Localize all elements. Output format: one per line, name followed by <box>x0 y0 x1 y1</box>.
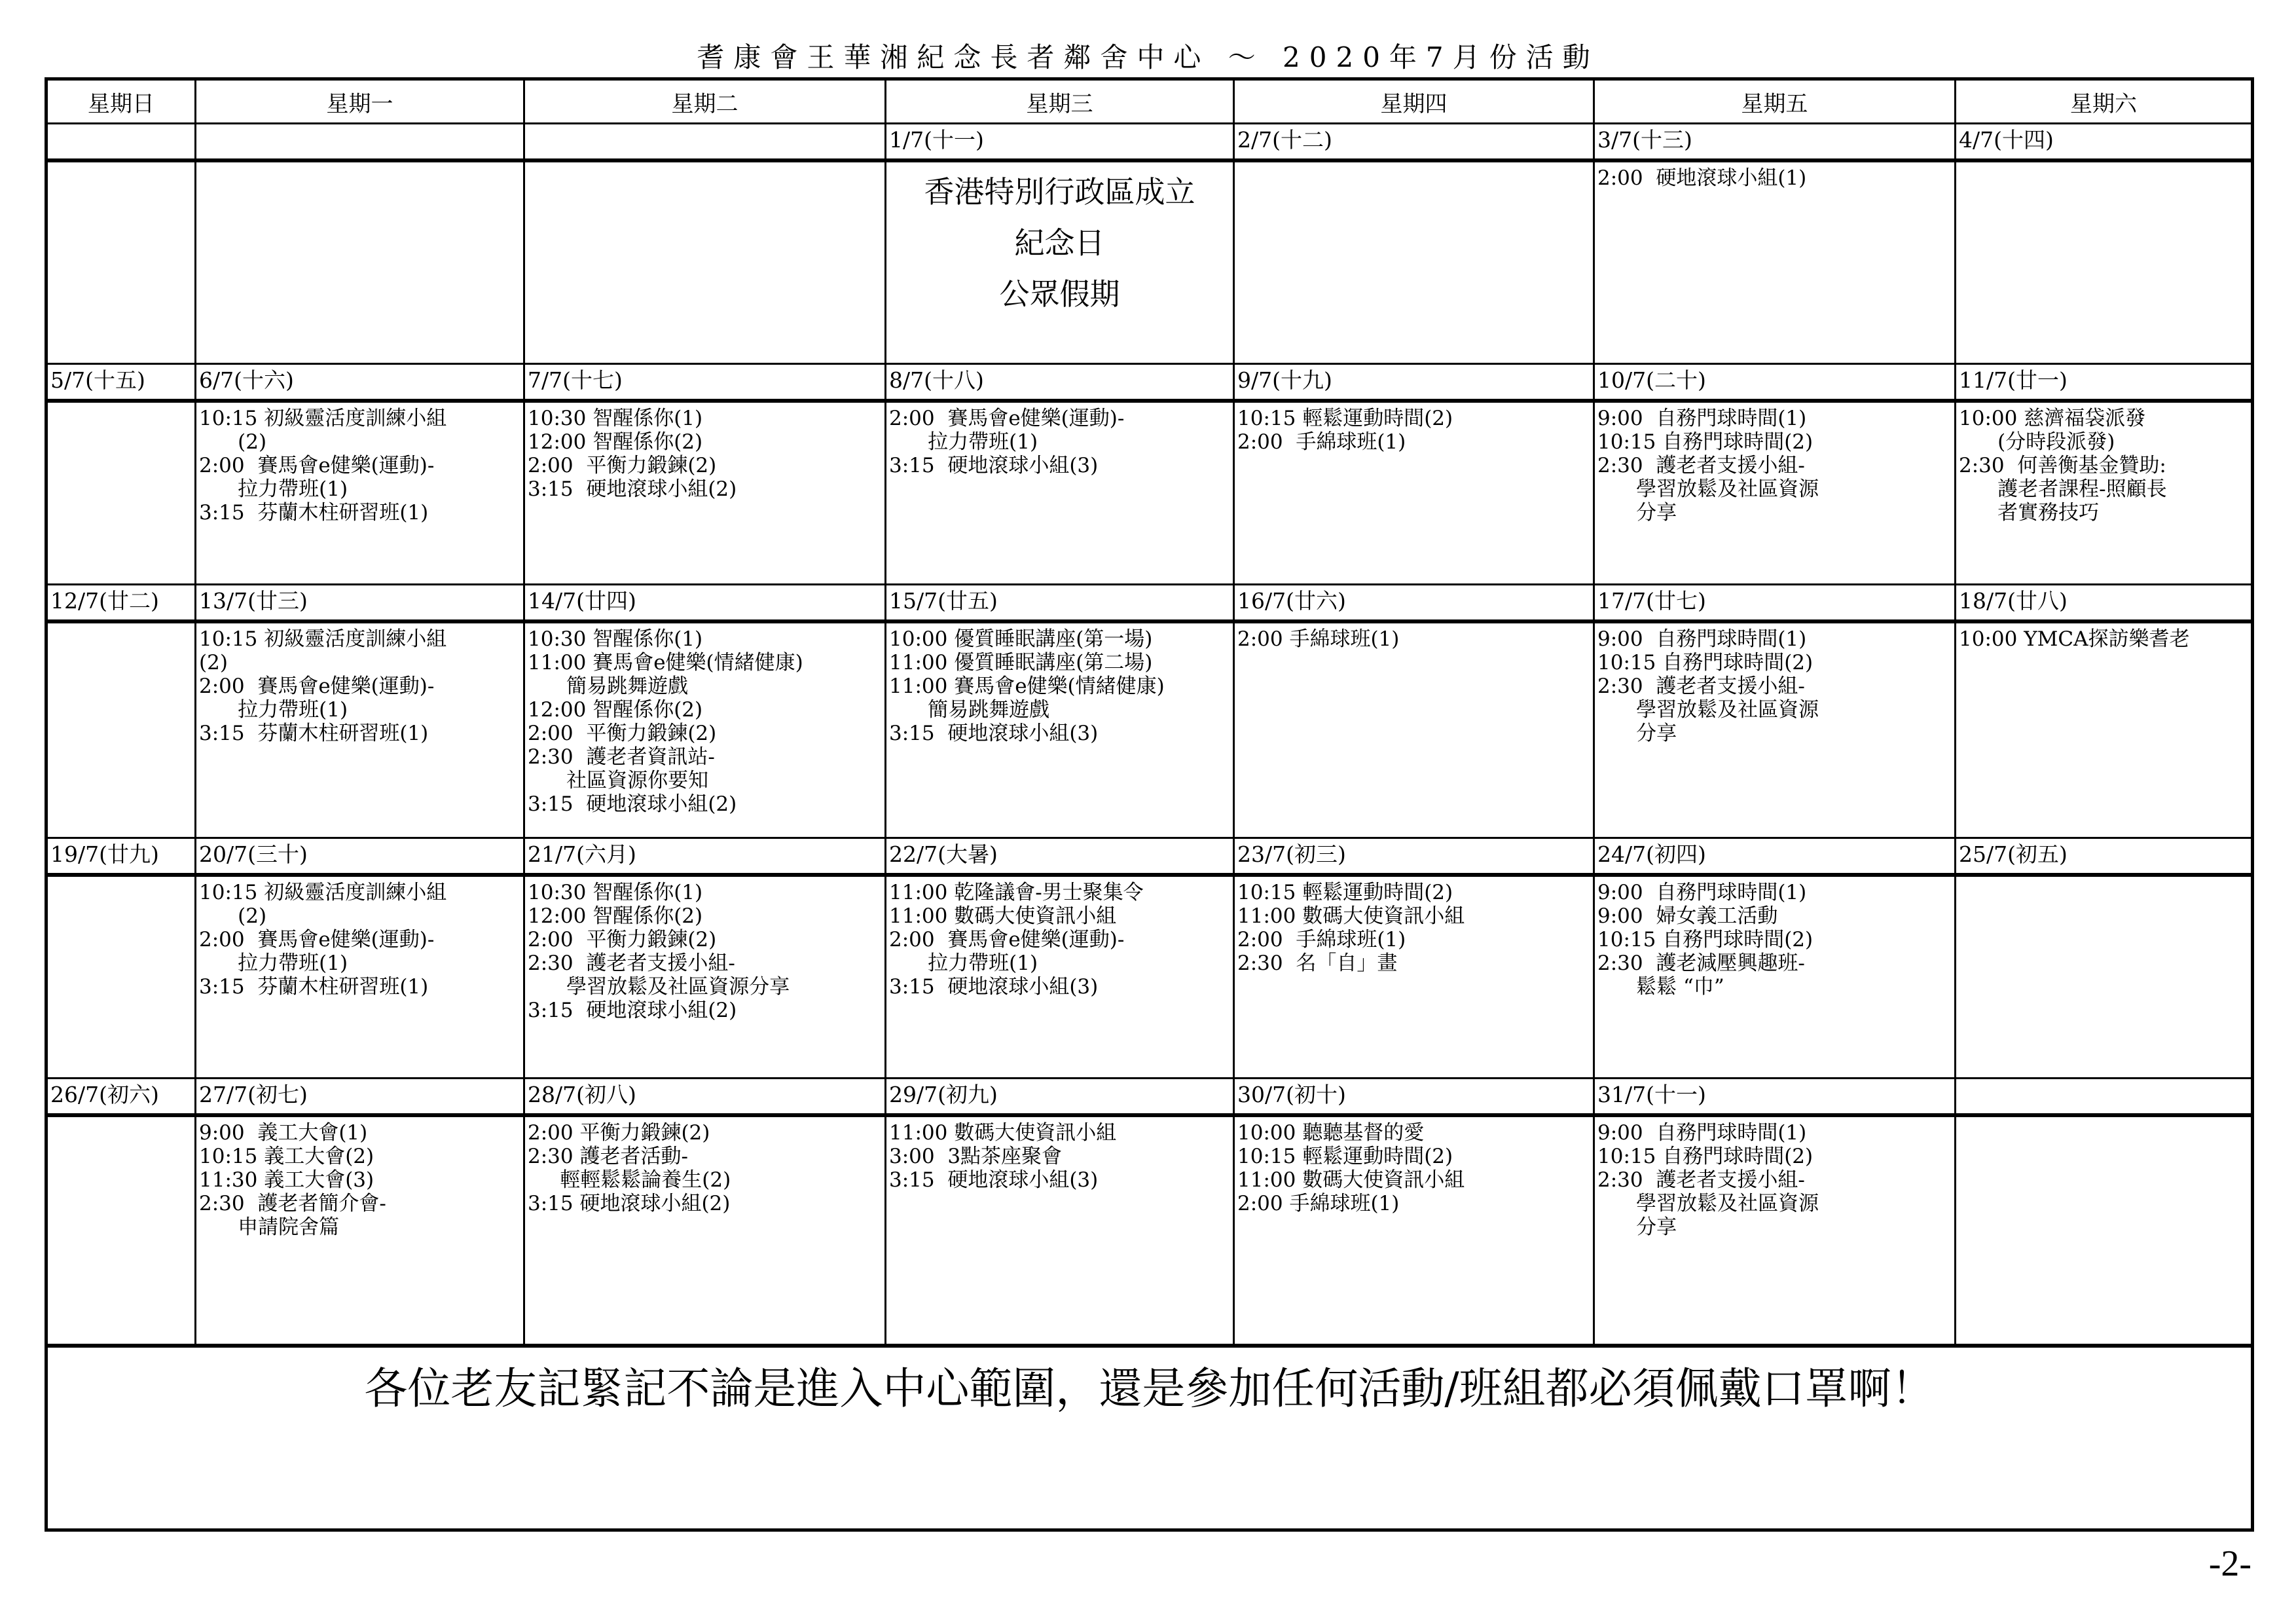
activity-item: 9:00 自務門球時間(1) <box>1597 1121 1807 1145</box>
week-date-row <box>46 585 2253 622</box>
weekday-thursday: 星期四 <box>1234 79 1594 124</box>
activity-item: 2:30 護老者簡介會- <box>199 1192 386 1215</box>
activity-item: 拉力帶班(1) <box>889 951 1038 975</box>
activity-item: 10:15 自務門球時間(2) <box>1597 430 1813 454</box>
activity-item: 3:15 硬地滾球小組(3) <box>889 1168 1099 1192</box>
activity-item: 2:00 平衡力鍛鍊(2) <box>528 928 717 951</box>
activity-cell <box>524 401 886 585</box>
activity-cell <box>46 160 196 364</box>
date-cell: 8/7(十八) <box>886 364 1234 401</box>
week-date-row <box>46 838 2253 876</box>
activity-item: 簡易跳舞遊戲 <box>528 674 689 698</box>
date-cell: 26/7(初六) <box>46 1079 196 1116</box>
activity-item: 9:00 自務門球時間(1) <box>1597 407 1807 430</box>
activity-cell <box>886 401 1234 585</box>
weekday-header-row <box>46 79 2253 124</box>
activity-item: 2:00 賽馬會e健樂(運動)- <box>199 454 435 477</box>
activity-item: 3:00 3點茶座聚會 <box>889 1145 1063 1168</box>
date-cell: 16/7(廿六) <box>1234 585 1594 622</box>
activity-item: 2:00 手綿球班(1) <box>1237 928 1406 951</box>
date-cell: 19/7(廿九) <box>46 838 196 876</box>
activity-item: 3:15 硬地滾球小組(2) <box>528 999 737 1022</box>
holiday-text: 公眾假期 <box>999 276 1120 312</box>
date-cell <box>46 124 196 161</box>
activity-item: 3:15 芬蘭木柱研習班(1) <box>199 501 429 525</box>
activity-item: 3:15 硬地滾球小組(3) <box>889 722 1099 745</box>
activity-calendar <box>45 77 2254 1532</box>
activity-item: 10:15 輕鬆運動時間(2) <box>1237 881 1453 904</box>
date-cell: 10/7(二十) <box>1594 364 1956 401</box>
date-cell: 22/7(大暑) <box>886 838 1234 876</box>
activity-item: 11:00 賽馬會e健樂(情緒健康) <box>528 651 803 674</box>
date-cell: 21/7(六月) <box>524 838 886 876</box>
activity-item: 2:00 賽馬會e健樂(運動)- <box>889 928 1125 951</box>
date-cell: 3/7(十三) <box>1594 124 1956 161</box>
date-cell: 18/7(廿八) <box>1956 585 2253 622</box>
activity-item: 10:00 YMCA探訪樂耆老 <box>1959 627 2190 651</box>
activity-item: 10:15 輕鬆運動時間(2) <box>1237 407 1453 430</box>
activity-item: 2:30 護老者資訊站- <box>528 745 715 769</box>
activity-item: 3:15 芬蘭木柱研習班(1) <box>199 975 429 999</box>
activity-item: 2:30 護老者活動- <box>528 1145 688 1168</box>
date-cell: 1/7(十一) <box>886 124 1234 161</box>
weekday-monday: 星期一 <box>196 79 524 124</box>
activity-item: 3:15 硬地滾球小組(3) <box>889 454 1099 477</box>
activity-item: 2:30 護老者支援小組- <box>1597 674 1805 698</box>
week-activity-row <box>46 401 2253 585</box>
week-activity-row <box>46 875 2253 1079</box>
activity-item: 12:00 智醒係你(2) <box>528 904 703 928</box>
activity-item: 3:15 硬地滾球小組(3) <box>889 975 1099 999</box>
activity-item: 2:00 手綿球班(1) <box>1237 1192 1400 1215</box>
activity-item: 拉力帶班(1) <box>889 430 1038 454</box>
activity-item: 9:00 婦女義工活動 <box>1597 904 1778 928</box>
activity-cell <box>1234 401 1594 585</box>
activity-item: 3:15 芬蘭木柱研習班(1) <box>199 722 429 745</box>
activity-item: 10:30 智醒係你(1) <box>528 627 703 651</box>
activity-cell <box>524 621 886 838</box>
activity-item: 分享 <box>1597 501 1677 525</box>
activity-item: (2) <box>199 430 267 454</box>
activity-item: 9:00 自務門球時間(1) <box>1597 627 1807 651</box>
activity-cell <box>1956 160 2253 364</box>
activity-cell <box>1234 160 1594 364</box>
date-cell: 15/7(廿五) <box>886 585 1234 622</box>
activity-cell <box>1956 621 2253 838</box>
date-cell: 14/7(廿四) <box>524 585 886 622</box>
activity-cell <box>196 401 524 585</box>
activity-cell <box>196 621 524 838</box>
week-activity-row <box>46 160 2253 364</box>
date-cell: 4/7(十四) <box>1956 124 2253 161</box>
activity-cell <box>196 160 524 364</box>
activity-item: 10:15 初級靈活度訓練小組 <box>199 407 447 430</box>
activity-item: 簡易跳舞遊戲 <box>889 698 1050 722</box>
date-cell <box>1956 1079 2253 1116</box>
date-cell: 6/7(十六) <box>196 364 524 401</box>
activity-item: 2:00 賽馬會e健樂(運動)- <box>889 407 1125 430</box>
activity-item: 3:15 硬地滾球小組(2) <box>528 792 737 816</box>
date-cell: 25/7(初五) <box>1956 838 2253 876</box>
activity-item: 護老者課程-照顧長 <box>1959 477 2167 501</box>
mask-notice: 各位老友記緊記不論是進入中心範圍，還是參加任何活動/班組都必須佩戴口罩啊！ <box>46 1346 2253 1530</box>
activity-item: 申請院舍篇 <box>199 1215 340 1239</box>
holiday-text: 紀念日 <box>1014 225 1105 261</box>
date-cell <box>524 124 886 161</box>
date-cell: 11/7(廿一) <box>1956 364 2253 401</box>
activity-item: 社區資源你要知 <box>528 769 709 792</box>
activity-item: 2:00 賽馬會e健樂(運動)- <box>199 674 435 698</box>
date-cell: 5/7(十五) <box>46 364 196 401</box>
activity-item: (2) <box>199 904 267 928</box>
activity-cell <box>886 1115 1234 1346</box>
activity-item: 10:00 慈濟福袋派發 <box>1959 407 2146 430</box>
date-cell: 7/7(十七) <box>524 364 886 401</box>
activity-item: 11:00 賽馬會e健樂(情緒健康) <box>889 674 1165 698</box>
date-cell <box>196 124 524 161</box>
activity-item: (分時段派發) <box>1959 430 2115 454</box>
activity-item: 3:15 硬地滾球小組(2) <box>528 1192 731 1215</box>
activity-item: 拉力帶班(1) <box>199 698 348 722</box>
activity-cell <box>1234 621 1594 838</box>
activity-item: 12:00 智醒係你(2) <box>528 430 703 454</box>
activity-item: 10:00 聽聽基督的愛 <box>1237 1121 1425 1145</box>
activity-item: 者實務技巧 <box>1959 501 2100 525</box>
week-activity-row <box>46 1115 2253 1346</box>
date-cell: 2/7(十二) <box>1234 124 1594 161</box>
date-cell: 31/7(十一) <box>1594 1079 1956 1116</box>
activity-item: 學習放鬆及社區資源 <box>1597 477 1819 501</box>
activity-item: 11:00 數碼大使資訊小組 <box>889 1121 1117 1145</box>
weekday-sunday: 星期日 <box>46 79 196 124</box>
activity-item: 分享 <box>1597 722 1677 745</box>
activity-cell <box>1956 1115 2253 1346</box>
activity-item: 3:15 硬地滾球小組(2) <box>528 477 737 501</box>
activity-item: 10:00 優質睡眠講座(第一場) <box>889 627 1153 651</box>
activity-item: 2:00 平衡力鍛鍊(2) <box>528 454 717 477</box>
activity-item: (2) <box>199 651 228 674</box>
holiday-text: 香港特別行政區成立 <box>924 174 1195 210</box>
activity-item: 2:00 手綿球班(1) <box>1237 627 1400 651</box>
activity-item: 鬆鬆 “巾” <box>1597 975 1724 999</box>
activity-item: 10:30 智醒係你(1) <box>528 407 703 430</box>
date-cell: 20/7(三十) <box>196 838 524 876</box>
activity-item: 11:00 優質睡眠講座(第二場) <box>889 651 1153 674</box>
activity-item: 2:30 護老減壓興趣班- <box>1597 951 1805 975</box>
activity-item: 2:30 護老者支援小組- <box>528 951 735 975</box>
page-title: 耆康會王華湘紀念長者鄰舍中心 ～ 2020年7月份活動 <box>697 41 1599 73</box>
activity-item: 2:30 護老者支援小組- <box>1597 454 1805 477</box>
activity-cell <box>524 160 886 364</box>
week-date-row <box>46 364 2253 401</box>
activity-item: 10:15 輕鬆運動時間(2) <box>1237 1145 1453 1168</box>
date-cell: 23/7(初三) <box>1234 838 1594 876</box>
activity-item: 10:15 初級靈活度訓練小組 <box>199 881 447 904</box>
holiday-cell <box>886 160 1234 364</box>
date-cell: 17/7(廿七) <box>1594 585 1956 622</box>
activity-item: 9:00 義工大會(1) <box>199 1121 368 1145</box>
activity-cell <box>1234 1115 1594 1346</box>
activity-cell <box>46 401 196 585</box>
activity-item: 輕輕鬆鬆論養生(2) <box>528 1168 731 1192</box>
activity-cell <box>1594 160 1956 364</box>
activity-item: 學習放鬆及社區資源分享 <box>528 975 790 999</box>
activity-item: 10:15 義工大會(2) <box>199 1145 374 1168</box>
activity-cell <box>1594 621 1956 838</box>
activity-item: 2:30 護老者支援小組- <box>1597 1168 1805 1192</box>
activity-item: 拉力帶班(1) <box>199 477 348 501</box>
activity-cell <box>1594 401 1956 585</box>
activity-item: 9:00 自務門球時間(1) <box>1597 881 1807 904</box>
date-cell: 28/7(初八) <box>524 1079 886 1116</box>
activity-item: 10:15 自務門球時間(2) <box>1597 928 1813 951</box>
activity-item: 11:00 數碼大使資訊小組 <box>889 904 1117 928</box>
activity-cell <box>1234 875 1594 1079</box>
activity-cell <box>46 621 196 838</box>
date-cell: 12/7(廿二) <box>46 585 196 622</box>
activity-cell <box>46 875 196 1079</box>
activity-item: 學習放鬆及社區資源 <box>1597 1192 1819 1215</box>
date-cell: 27/7(初七) <box>196 1079 524 1116</box>
week-activity-row <box>46 621 2253 838</box>
activity-item: 拉力帶班(1) <box>199 951 348 975</box>
date-cell: 29/7(初九) <box>886 1079 1234 1116</box>
activity-item: 10:15 初級靈活度訓練小組 <box>199 627 447 651</box>
activity-item: 10:30 智醒係你(1) <box>528 881 703 904</box>
activity-item: 11:00 數碼大使資訊小組 <box>1237 904 1465 928</box>
weekday-wednesday: 星期三 <box>886 79 1234 124</box>
activity-cell <box>46 1115 196 1346</box>
activity-item: 11:00 數碼大使資訊小組 <box>1237 1168 1465 1192</box>
page-number: -2- <box>2208 1543 2251 1584</box>
activity-item: 2:00 平衡力鍛鍊(2) <box>528 1121 710 1145</box>
weekday-friday: 星期五 <box>1594 79 1956 124</box>
date-cell: 9/7(十九) <box>1234 364 1594 401</box>
activity-item: 學習放鬆及社區資源 <box>1597 698 1819 722</box>
activity-cell <box>196 1115 524 1346</box>
activity-item: 10:15 自務門球時間(2) <box>1597 1145 1813 1168</box>
activity-cell <box>524 875 886 1079</box>
activity-cell <box>886 875 1234 1079</box>
activity-cell <box>1956 401 2253 585</box>
activity-item: 12:00 智醒係你(2) <box>528 698 703 722</box>
activity-cell <box>886 621 1234 838</box>
activity-item: 2:00 手綿球班(1) <box>1237 430 1406 454</box>
activity-item: 11:30 義工大會(3) <box>199 1168 374 1192</box>
week-date-row <box>46 124 2253 161</box>
date-cell: 24/7(初四) <box>1594 838 1956 876</box>
activity-cell <box>196 875 524 1079</box>
activity-item: 分享 <box>1597 1215 1677 1239</box>
activity-item: 2:00 賽馬會e健樂(運動)- <box>199 928 435 951</box>
activity-item: 2:30 名「自」畫 <box>1237 951 1398 975</box>
activity-item: 10:15 自務門球時間(2) <box>1597 651 1813 674</box>
activity-item: 2:30 何善衡基金贊助: <box>1959 454 2166 477</box>
activity-cell <box>1594 875 1956 1079</box>
date-cell: 30/7(初十) <box>1234 1079 1594 1116</box>
week-date-row <box>46 1079 2253 1116</box>
activity-cell <box>524 1115 886 1346</box>
activity-item: 2:00 硬地滾球小組(1) <box>1597 166 1807 190</box>
activity-cell <box>1956 875 2253 1079</box>
date-cell: 13/7(廿三) <box>196 585 524 622</box>
activity-cell <box>1594 1115 1956 1346</box>
activity-item: 2:00 平衡力鍛鍊(2) <box>528 722 717 745</box>
activity-item: 11:00 乾隆議會-男士聚集令 <box>889 881 1144 904</box>
weekday-saturday: 星期六 <box>1956 79 2253 124</box>
weekday-tuesday: 星期二 <box>524 79 886 124</box>
